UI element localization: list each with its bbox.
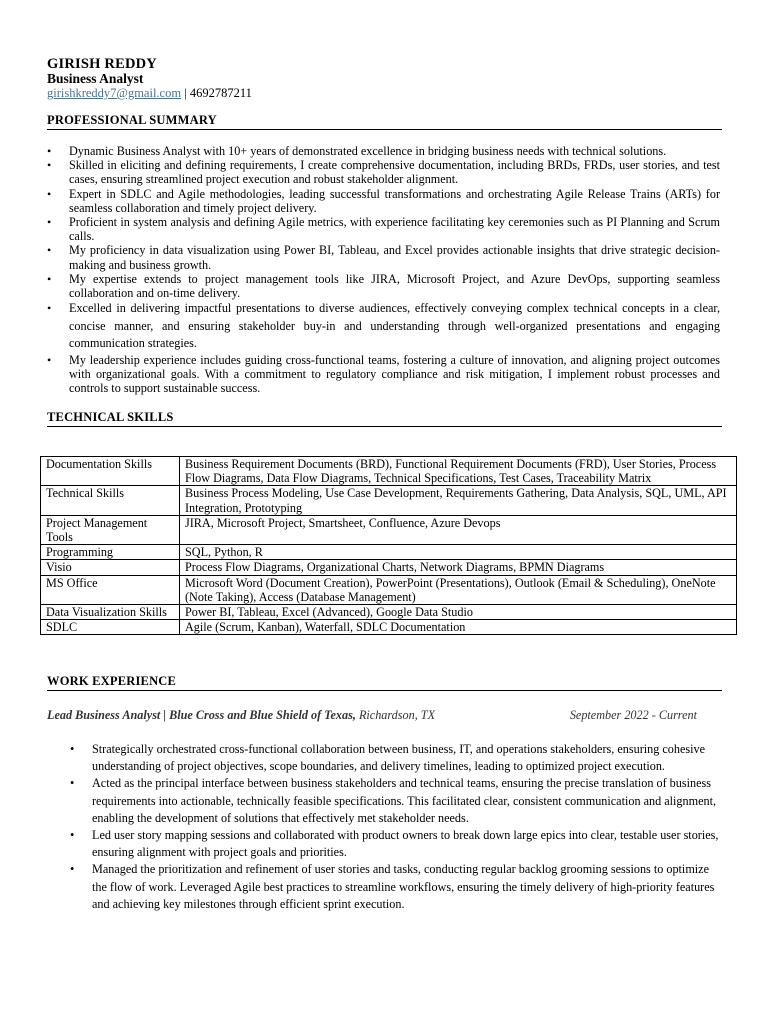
summary-item: • Dynamic Business Analyst with 10+ years of demonstrated excellence in bridging business needs with technical solutions. <box>47 144 720 158</box>
section-divider <box>47 129 722 130</box>
skill-value: Business Process Modeling, Use Case Development, Requirements Gathering, Data Analysis, SQL, UML, API Integration, Prototyping <box>180 486 737 515</box>
job-bullet: • Managed the prioritization and refinement of user stories and tasks, conducting regular backlog grooming sessions to optimize the flow of work. Leveraged Agile best practices to streamline workflows, ensuring the timely delivery of high-priority features and achieving key milestones through efficient sprint execution. <box>70 861 721 913</box>
skill-value: Power BI, Tableau, Excel (Advanced), Google Data Studio <box>180 605 737 620</box>
job-bullet: • Strategically orchestrated cross-functional collaboration between business, IT, and operations stakeholders, ensuring cohesive understanding of project objectives, scope boundaries, and delivery timelines, leading to optimized project execution. <box>70 741 721 775</box>
skill-value: SQL, Python, R <box>180 545 737 560</box>
contact-line <box>47 86 252 101</box>
job-dates: September 2022 - Current <box>569 708 697 722</box>
table-row <box>41 457 737 486</box>
summary-item: • Excelled in delivering impactful presentations to diverse audiences, effectively conveying complex technical concepts in a clear, concise manner, and ensuring stakeholder buy-in and understanding through well-organized presentations and engaging communication strategies. <box>47 300 720 353</box>
skill-category: Project Management Tools <box>41 515 180 544</box>
job-bullet: • Acted as the principal interface between business stakeholders and technical teams, ensuring the precise translation of business requirements into actionable, technically feasible specifications. This facilitated clear, consistent communication and alignment, enabling the development of solutions that effectively met stakeholder needs. <box>70 775 721 827</box>
table-row <box>41 486 737 515</box>
table-row <box>41 560 737 575</box>
table-row <box>41 515 737 544</box>
skills-table <box>40 456 737 635</box>
table-row <box>41 545 737 560</box>
skill-category: Technical Skills <box>41 486 180 515</box>
section-title-skills: TECHNICAL SKILLS <box>47 410 174 424</box>
job-location: Richardson, TX <box>355 708 436 722</box>
table-row <box>41 575 737 604</box>
email-link[interactable]: girishkreddy7@gmail.com <box>47 86 182 100</box>
skill-value: Business Requirement Documents (BRD), Functional Requirement Documents (FRD), User Stories, Process Flow Diagrams, Data Flow Diagrams, Technical Specifications, Test Cases, Traceability Matrix <box>180 457 737 486</box>
job-bullet: • Led user story mapping sessions and collaborated with product owners to break down large epics into clear, testable user stories, ensuring alignment with project goals and priorities. <box>70 827 721 861</box>
summary-list <box>47 144 720 395</box>
table-row <box>41 605 737 620</box>
skill-category: Visio <box>41 560 180 575</box>
candidate-role: Business Analyst <box>47 71 144 86</box>
phone-number: 4692787211 <box>189 86 252 100</box>
summary-item: • Skilled in eliciting and defining requirements, I create comprehensive documentation, including BRDs, FRDs, user stories, and test cases, ensuring streamlined project execution and robust stakeholder alignment. <box>47 158 720 186</box>
skill-category: MS Office <box>41 575 180 604</box>
section-divider <box>47 426 722 427</box>
skill-category: SDLC <box>41 620 180 635</box>
skill-value: JIRA, Microsoft Project, Smartsheet, Confluence, Azure Devops <box>180 515 737 544</box>
candidate-name: GIRISH REDDY <box>47 56 157 72</box>
summary-item: • Proficient in system analysis and defining Agile metrics, with experience facilitating key ceremonies such as PI Planning and Scrum calls. <box>47 215 720 243</box>
skill-category: Documentation Skills <box>41 457 180 486</box>
summary-item: • My expertise extends to project management tools like JIRA, Microsoft Project, and Azure DevOps, supporting seamless collaboration and on-time delivery. <box>47 272 720 300</box>
job-title: Lead Business Analyst | Blue Cross and Blue Shield of Texas, <box>47 708 356 722</box>
skill-category: Data Visualization Skills <box>41 605 180 620</box>
job-bullets <box>70 741 721 913</box>
skill-value: Microsoft Word (Document Creation), PowerPoint (Presentations), Outlook (Email & Scheduling), OneNote (Note Taking), Access (Database Management) <box>180 575 737 604</box>
summary-item: • My leadership experience includes guiding cross-functional teams, fostering a culture of innovation, and aligning project outcomes with organizational goals. With a commitment to regulatory compliance and risk mitigation, I implement robust processes and controls to support sustainable success. <box>47 353 720 396</box>
skill-value: Agile (Scrum, Kanban), Waterfall, SDLC Documentation <box>180 620 737 635</box>
skill-value: Process Flow Diagrams, Organizational Charts, Network Diagrams, BPMN Diagrams <box>180 560 737 575</box>
section-divider <box>47 690 722 691</box>
skill-category: Programming <box>41 545 180 560</box>
job-header <box>47 708 697 723</box>
summary-item: • My proficiency in data visualization using Power BI, Tableau, and Excel provides actionable insights that drive strategic decision-making and business growth. <box>47 243 720 271</box>
section-title-experience: WORK EXPERIENCE <box>47 674 177 688</box>
table-row <box>41 620 737 635</box>
contact-separator: | <box>181 86 190 100</box>
summary-item: • Expert in SDLC and Agile methodologies, leading successful transformations and orchestrating Agile Release Trains (ARTs) for seamless collaboration and timely project delivery. <box>47 187 720 215</box>
section-title-summary: PROFESSIONAL SUMMARY <box>47 113 217 127</box>
